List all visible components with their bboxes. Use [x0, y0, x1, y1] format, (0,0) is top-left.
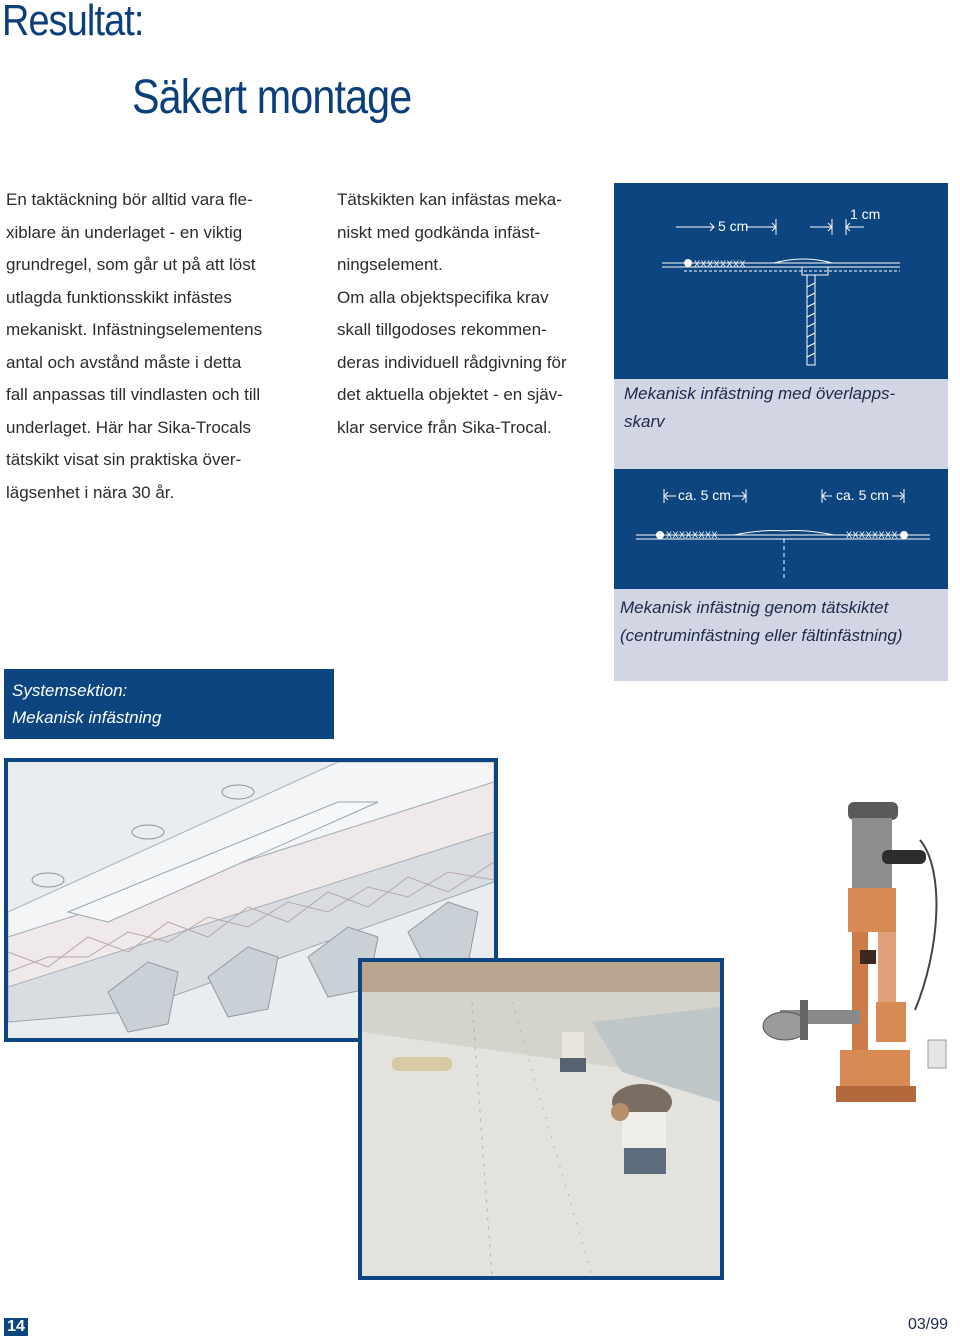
system-section-box	[4, 669, 334, 739]
dimension-label: 5 cm	[718, 218, 749, 234]
text-line: deras individuell rådgivning för	[337, 352, 567, 372]
weld-marks: XXXXXXXX	[666, 530, 719, 540]
welding-machine-photo	[740, 790, 955, 1125]
roof-installation-photo	[358, 958, 724, 1280]
text-line: skall tillgodoses rekommen-	[337, 320, 547, 339]
text-line: mekaniskt. Infästningselementens	[6, 320, 263, 339]
page-title: Resultat:	[2, 0, 144, 45]
text-line: underlaget. Här har Sika-Trocals	[6, 417, 252, 437]
intro-text-column	[6, 184, 316, 509]
membrane-fastening-diagram	[614, 469, 948, 589]
text-line: ningselement.	[337, 255, 443, 274]
text-line: klar service från Sika-Trocal.	[337, 417, 552, 437]
caption-line: Mekanisk infästnig genom tätskiktet	[620, 598, 889, 617]
text-line: niskt med godkända infäst-	[337, 222, 541, 242]
advice-text-column	[337, 184, 612, 444]
welding-machine-drawing	[740, 790, 955, 1125]
text-line: grundregel, som går ut på att löst	[6, 255, 256, 274]
caption-line: Mekanisk infästning med överlapps-	[624, 384, 896, 403]
caption-line: skarv	[624, 412, 665, 431]
text-line: antal och avstånd måste i detta	[6, 352, 242, 372]
dimension-label: ca. 5 cm	[678, 487, 731, 503]
text-line: Om alla objektspecifika krav	[337, 287, 549, 307]
system-section-name: Mekanisk infästning	[12, 708, 162, 727]
page-subtitle: Säkert montage	[132, 71, 412, 124]
text-line: Tätskikten kan infästas meka-	[337, 190, 562, 209]
overlap-fastening-drawing	[614, 183, 948, 379]
text-line: En taktäckning bör alltid vara fle-	[6, 190, 253, 209]
text-line: utlagda funktionsskikt infästes	[6, 287, 232, 307]
weld-marks: XXXXXXXX	[694, 259, 747, 269]
roof-installation-scene	[362, 962, 720, 1276]
text-line: fall anpassas till vindlasten och till	[6, 385, 261, 404]
text-line: det aktuella objektet - en sjäv-	[337, 385, 563, 404]
overlap-fastening-caption-panel	[614, 379, 948, 469]
text-line: tätskikt visat sin praktiska över-	[6, 450, 242, 469]
page-number: 14	[4, 1318, 28, 1336]
overlap-fastening-diagram	[614, 183, 948, 379]
dimension-label: 1 cm	[850, 206, 881, 222]
dimension-label: ca. 5 cm	[836, 487, 889, 503]
text-line: lägsenhet i nära 30 år.	[6, 482, 175, 502]
caption-line: (centruminfästning eller fältinfästning)	[620, 626, 903, 645]
membrane-fastening-drawing	[614, 469, 948, 589]
system-section-label: Systemsektion:	[12, 681, 128, 700]
issue-date: 03/99	[907, 1316, 948, 1333]
membrane-fastening-caption-panel	[614, 589, 948, 681]
text-line: xiblare än underlaget - en viktig	[6, 222, 243, 242]
weld-marks: XXXXXXXX	[846, 530, 899, 540]
